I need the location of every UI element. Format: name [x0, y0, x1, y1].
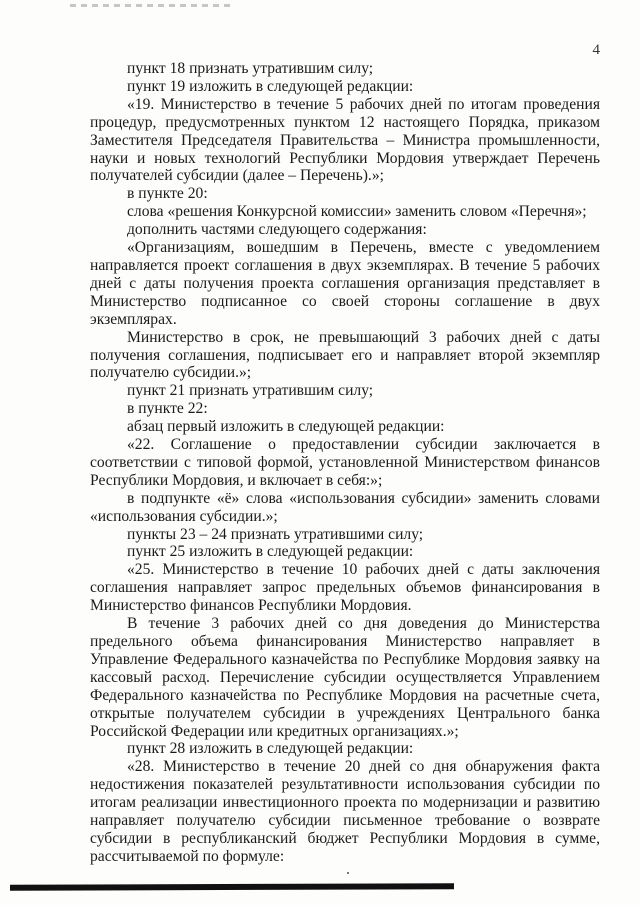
paragraph: пункты 23 – 24 признать утратившими силу; [127, 525, 424, 543]
document-body [90, 60, 600, 866]
paragraph: пункт 25 изложить в следующей редакции: [127, 543, 414, 561]
paragraph: слова «решения Конкурсной комиссии» заменить словом «Перечня»; [127, 203, 587, 221]
paragraph: В течение 3 рабочих дней со дня доведения до Министерства предельного объема финансирования Министерство направляет в Управление Федерального казначейства по Республике Мордовия заявку на кассовый расход. Перечисление субсидии осуществляется Управлением Федерального казначейства по Республике Мордовия на расчетные счета, открытые получателем субсидии в учреждениях Центрального банка Российской Федерации или кредитных организациях.»; [90, 615, 600, 740]
paragraph: «28. Министерство в течение 20 дней со дня обнаружения факта недостижения показателей результативности использования субсидии по итогам реализации инвестиционного проекта по модернизации и развитию направляет получателю субсидии письменное требование о возврате субсидии в республиканский бюджет Республики Мордовия в сумме, рассчитываемой по формуле: [90, 758, 600, 865]
page-number: 4 [592, 42, 600, 58]
paragraph: дополнить частями следующего содержания: [127, 221, 427, 239]
scan-artifact-top [70, 4, 230, 7]
paragraph: абзац первый изложить в следующей редакции: [127, 418, 445, 436]
paragraph: пункт 21 признать утратившим силу; [127, 382, 374, 400]
paragraph: «19. Министерство в течение 5 рабочих дней по итогам проведения процедур, предусмотренных пунктом 12 настоящего Порядка, приказом Заместителя Председателя Правительства – Министра промышленности, науки и новых технологий Республики Мордовия утверждает Перечень получателей субсидии (далее – Перечень).»; [90, 95, 600, 185]
scan-artifact-bottom-bar [10, 883, 454, 891]
scan-artifact-dot [347, 872, 349, 874]
paragraph: «Организациям, вошедшим в Перечень, вместе с уведомлением направляется проект соглашения в двух экземплярах. В течение 5 рабочих дней с даты получения проекта соглашения организация представляет в Министерство подписанное со своей стороны соглашение в двух экземплярах. [90, 239, 600, 328]
paragraph: в подпункте «ё» слова «использования субсидии» заменить словами «использования субсидии.»; [90, 489, 600, 525]
paragraph: Министерство в срок, не превышающий 3 рабочих дней с даты получения соглашения, подписывает его и направляет второй экземпляр получателю субсидии.»; [90, 328, 600, 382]
paragraph: «22. Соглашение о предоставлении субсидии заключается в соответствии с типовой формой, установленной Министерством финансов Республики Мордовия, и включает в себя:»; [90, 436, 600, 489]
paragraph: «25. Министерство в течение 10 рабочих дней с даты заключения соглашения направляет запрос предельных объемов финансирования в Министерство финансов Республики Мордовия. [90, 561, 600, 615]
paragraph: в пункте 20: [127, 185, 208, 203]
paragraph: пункт 19 изложить в следующей редакции: [127, 77, 414, 95]
paragraph: пункт 28 изложить в следующей редакции: [127, 740, 414, 758]
paragraph: пункт 18 признать утратившим силу; [127, 60, 374, 77]
paragraph: в пункте 22: [127, 400, 208, 418]
